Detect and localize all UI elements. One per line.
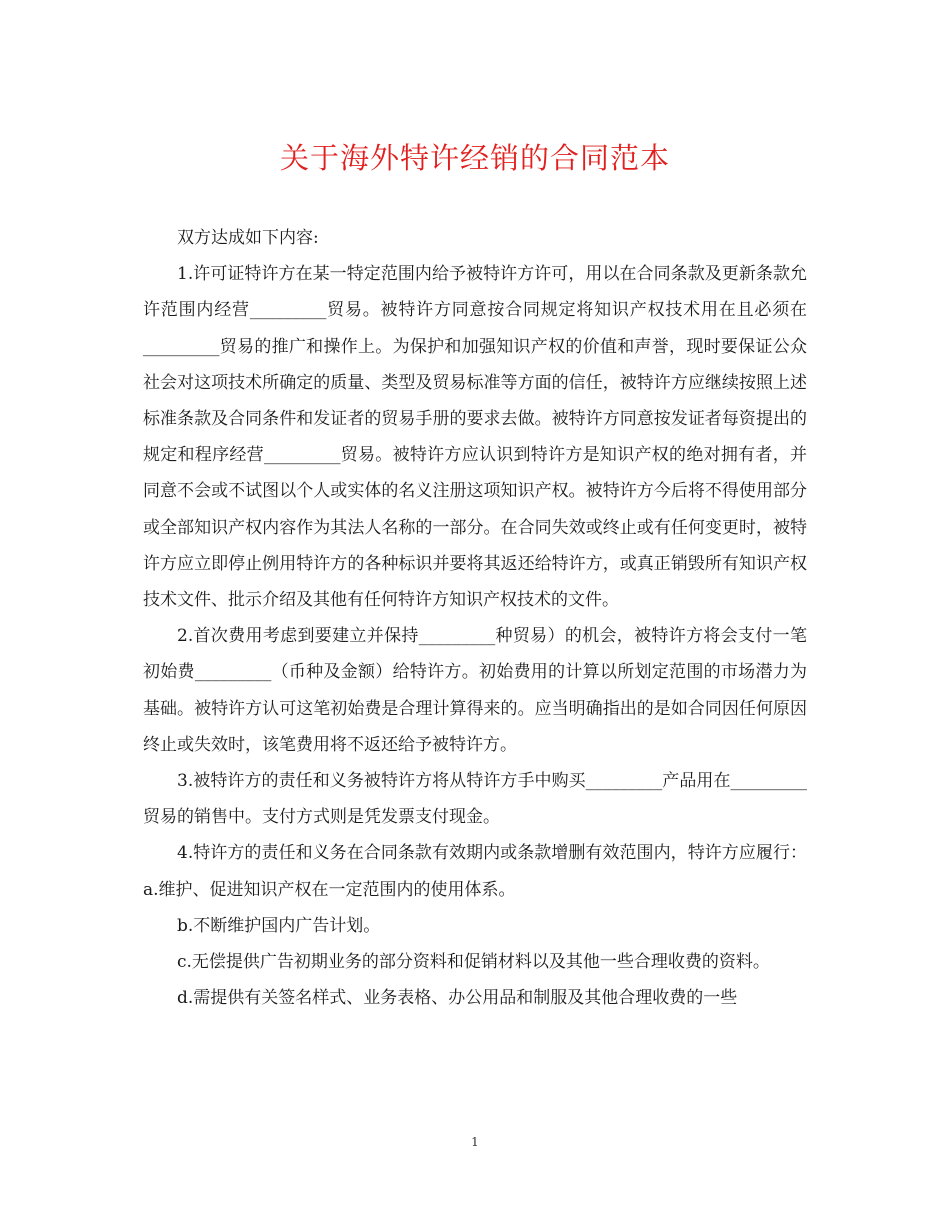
page-number: 1: [471, 1135, 479, 1149]
document-body: [143, 220, 807, 1016]
paragraph: 双方达成如下内容:: [177, 228, 319, 248]
paragraph: 4.特许方的责任和义务在合同条款有效期内或条款增删有效范围内，特许方应履行：a.维护、促进知识产权在一定范围内的使用体系。: [143, 843, 807, 900]
paragraph: d.需提供有关签名样式、业务表格、办公用品和制服及其他合理收费的一些: [177, 988, 738, 1009]
document-title: 关于海外特许经销的合同范本: [279, 141, 670, 175]
paragraph: 1.许可证特许方在某一特定范围内给予被特许方许可，用以在合同条款及更新条款允许范围内经营_________贸易。被特许方同意按合同规定将知识产权技术用在且必须在_________贸易的推广和操作上。为保护和加强知识产权的价值和声誉，现时要保证公众社会对这项技术所确定的质量、类型及贸易标准等方面的信任，被特许方应继续按照上述标准条款及合同条件和发证者的贸易手册的要求去做。被特许方同意按发证者每资提出的规定和程序经营_________贸易。被特许方应认识到特许方是知识产权的绝对拥有者，并同意不会或不试图以个人或实体的名义注册这项知识产权。被特许方今后将不得使用部分或全部知识产权内容作为其法人名称的一部分。在合同失效或终止或有任何变更时，被特许方应立即停止例用特许方的各种标识并要将其返还给特许方，或真正销毁所有知识产权技术文件、批示介绍及其他有任何特许方知识产权技术的文件。: [143, 264, 807, 611]
paragraph: c.无偿提供广告初期业务的部分资料和促销材料以及其他一些合理收费的资料。: [177, 952, 770, 973]
paragraph: b.不断维护国内广告计划。: [177, 915, 381, 936]
paragraph: 3.被特许方的责任和义务被特许方将从特许方手中购买_________产品用在_________贸易的销售中。支付方式则是凭发票支付现金。: [143, 771, 807, 828]
paragraph: 2.首次费用考虑到要建立并保持_________种贸易）的机会，被特许方将会支付一笔初始费_________（币种及金额）给特许方。初始费用的计算以所划定范围的市场潜力为基础。被特许方认可这笔初始费是合理计算得来的。应当明确指出的是如合同因任何原因终止或失效时，该笔费用将不返还给予被特许方。: [143, 626, 807, 755]
